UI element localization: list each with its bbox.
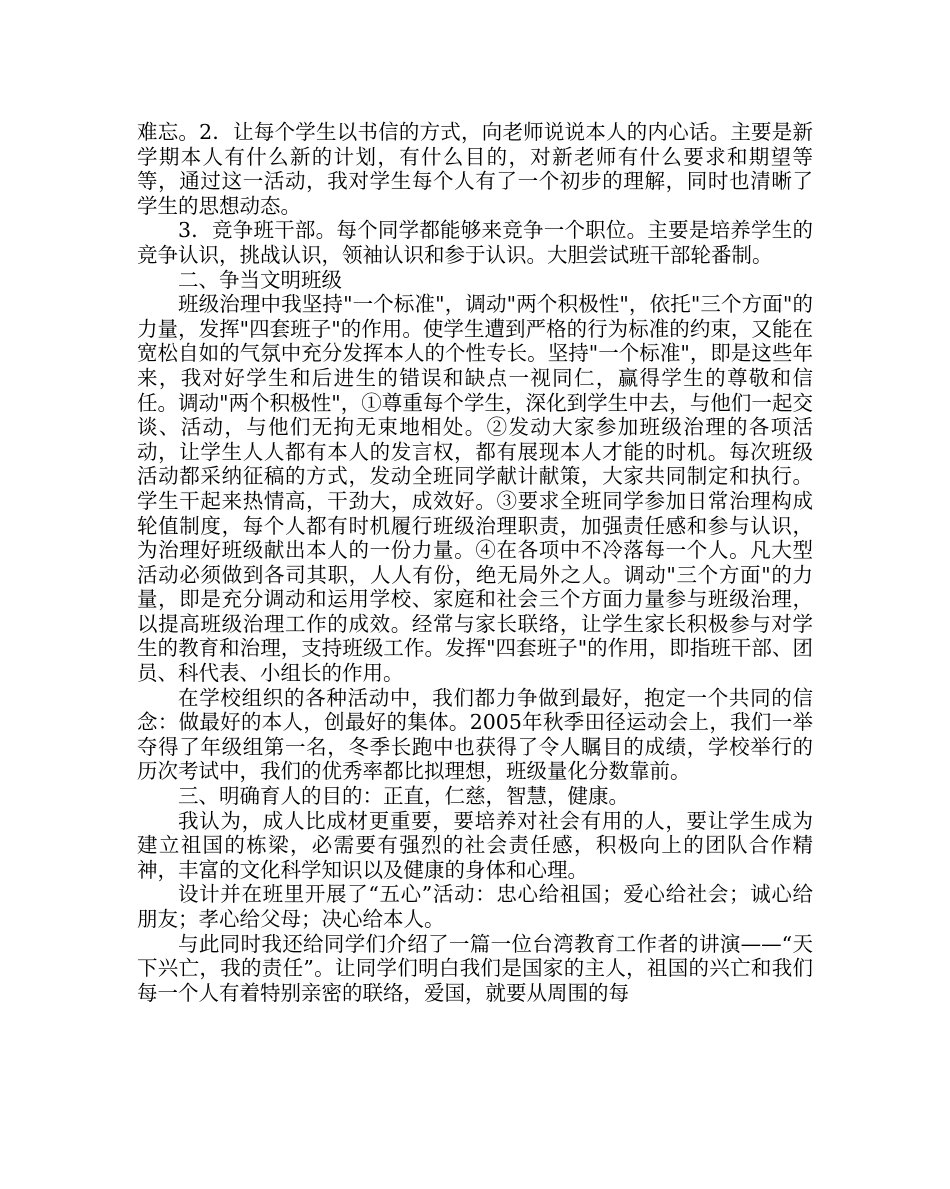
paragraph-class-cadre-election: 3．竞争班干部。每个同学都能够来竞争一个职位。主要是培养学生的竞争认识，挑战认识，领袖认识和参于认识。大胆尝试班干部轮番制。 (137, 218, 813, 267)
paragraph-five-hearts-activity: 设计并在班里开展了“五心”活动：忠心给祖国；爱心给社会；诚心给朋友；孝心给父母；决心给本人。 (137, 882, 813, 931)
paragraph-social-responsibility: 我认为，成人比成材更重要，要培养对社会有用的人，要让学生成为建立祖国的栋梁，必需要有强烈的社会责任感，积极向上的团队合作精神，丰富的文化科学知识以及健康的身体和心理。 (137, 808, 813, 882)
paragraph-letter-writing: 难忘。2．让每个学生以书信的方式，向老师说说本人的内心话。主要是新学期本人有什么新的计划，有什么目的，对新老师有什么要求和期望等等，通过这一活动，我对学生每个人有了一个初步的理解，同时也清晰了学生的思想动态。 (137, 120, 813, 218)
paragraph-class-management: 班级治理中我坚持"一个标准"，调动"两个积极性"，依托"三个方面"的力量，发挥"四套班子"的作用。使学生遭到严格的行为标准的约束，又能在宽松自如的气氛中充分发挥本人的个性专长。坚持"一个标准"，即是这些年来，我对好学生和后进生的错误和缺点一视同仁，赢得学生的尊敬和信任。调动"两个积极性"，①尊重每个学生，深化到学生中去，与他们一起交谈、活动，与他们无拘无束地相处。②发动大家参加班级治理的各项活动，让学生人人都有本人的发言权，都有展现本人才能的时机。每次班级活动都采纳征稿的方式，发动全班同学献计献策，大家共同制定和执行。学生干起来热情高，干劲大，成效好。③要求全班同学参加日常治理构成轮值制度，每个人都有时机履行班级治理职责，加强责任感和参与认识，为治理好班级献出本人的一份力量。④在各项中不冷落每一个人。凡大型活动必须做到各司其职，人人有份，绝无局外之人。调动"三个方面"的力量，即是充分调动和运用学校、家庭和社会三个方面力量参与班级治理，以提高班级治理工作的成效。经常与家长联络，让学生家长积极参与对学生的教育和治理，支持班级工作。发挥"四套班子"的作用，即指班干部、团员、科代表、小组长的作用。 (137, 292, 813, 686)
paragraph-speech-introduction: 与此同时我还给同学们介绍了一篇一位台湾教育工作者的讲演——“天下兴亡，我的责任”。让同学们明白我们是国家的主人，祖国的兴亡和我们每一个人有着特别亲密的联络，爱国，就要从周围的每 (137, 931, 813, 1005)
paragraph-school-activities: 在学校组织的各种活动中，我们都力争做到最好，抱定一个共同的信念：做最好的本人，创最好的集体。2005年秋季田径运动会上，我们一举夺得了年级组第一名，冬季长跑中也获得了令人瞩目的成绩，学校举行的历次考试中，我们的优秀率都比拟理想，班级量化分数靠前。 (137, 685, 813, 784)
section-heading-civilized-class: 二、争当文明班级 (178, 267, 342, 292)
document-page (137, 120, 813, 1005)
section-heading-education-goals: 三、明确育人的目的：正直，仁慈，智慧，健康。 (178, 784, 629, 809)
